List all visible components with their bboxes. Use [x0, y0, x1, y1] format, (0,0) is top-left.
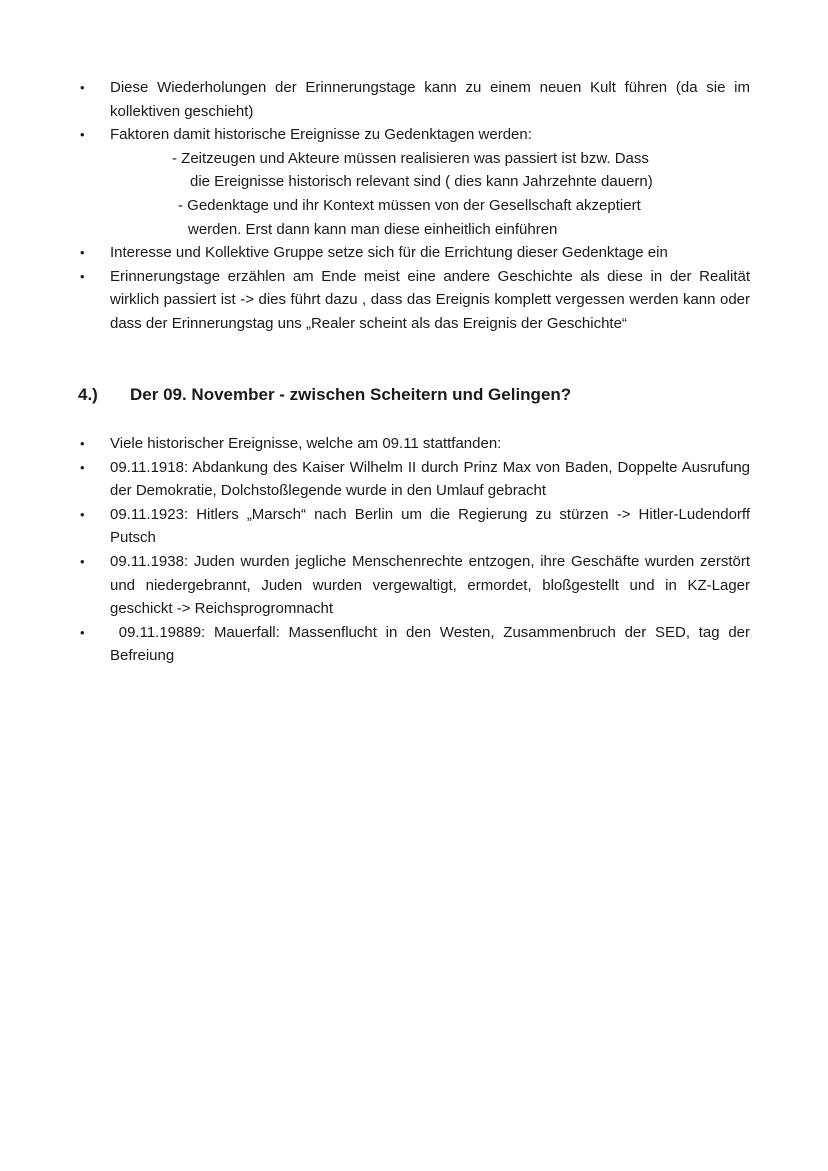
list-item-text: 09.11.19889: Mauerfall: Massenflucht in den Westen, Zusammenbruch der SED, tag der Befreiung	[110, 623, 755, 665]
sub-list	[78, 147, 750, 241]
list-item	[78, 265, 750, 336]
sub-list-item-text: - Gedenktage und ihr Kontext müssen von der Gesellschaft akzeptiert	[178, 196, 641, 214]
bullet-icon: •	[80, 459, 85, 475]
november-list	[78, 432, 755, 668]
list-item	[78, 456, 750, 503]
list-item-text: 09.11.1918: Abdankung des Kaiser Wilhelm II durch Prinz Max von Baden, Doppelte Ausrufung der Demokratie, Dolchstoßlegende wurde in den Umlauf gebracht	[110, 458, 750, 500]
section-title: Der 09. November - zwischen Scheitern und Gelingen?	[130, 385, 572, 404]
sub-list-item-continuation: werden. Erst dann kann man diese einheitlich einführen	[188, 220, 558, 238]
sub-list-item-text: - Zeitzeugen und Akteure müssen realisieren was passiert ist bzw. Dass	[172, 149, 649, 167]
list-item-text: Faktoren damit historische Ereignisse zu Gedenktagen werden:	[110, 126, 532, 144]
bullet-icon: •	[80, 268, 85, 284]
list-item-text: Erinnerungstage erzählen am Ende meist eine andere Geschichte als diese in der Realität wirklich passiert ist -> dies führt dazu , dass das Ereignis komplett vergessen werden kann oder dass der Erinnerungstag uns „Realer scheint als das Ereignis der Geschichte“	[110, 267, 750, 332]
list-item-text: 09.11.1938: Juden wurden jegliche Menschenrechte entzogen, ihre Geschäfte wurden zerstört und niedergebrannt, Juden wurden vergewaltigt, ermordet, bloßgestellt und in KZ-Lager geschickt -> Reichsprogromnacht	[110, 552, 750, 618]
intro-list	[78, 76, 750, 336]
list-item-text: Interesse und Kollektive Gruppe setze sich für die Errichtung dieser Gedenktage ein	[110, 244, 668, 262]
section-number: 4.)	[78, 385, 98, 404]
section-heading	[78, 382, 750, 408]
bullet-icon: •	[80, 553, 85, 569]
list-item	[78, 123, 750, 147]
sub-list-item	[78, 194, 750, 241]
list-item	[78, 550, 750, 621]
list-item	[78, 503, 750, 550]
list-item	[78, 241, 750, 265]
list-item-text: Diese Wiederholungen der Erinnerungstage kann zu einem neuen Kult führen (da sie im kollektiven geschieht)	[110, 79, 750, 120]
sub-list-item	[78, 147, 750, 194]
bullet-icon: •	[80, 245, 85, 261]
list-item	[78, 432, 750, 456]
bullet-icon: •	[80, 127, 85, 143]
bullet-icon: •	[80, 506, 85, 522]
bullet-icon: •	[80, 436, 85, 451]
list-item	[78, 621, 755, 668]
list-item-text: Viele historischer Ereignisse, welche am 09.11 stattfanden:	[110, 435, 502, 452]
sub-list-item-continuation: die Ereignisse historisch relevant sind ( dies kann Jahrzehnte dauern)	[190, 173, 653, 191]
bullet-icon: •	[80, 624, 85, 640]
list-item	[78, 76, 750, 123]
bullet-icon: •	[80, 80, 85, 95]
list-item-text: 09.11.1923: Hitlers „Marsch“ nach Berlin um die Regierung zu stürzen -> Hitler-Ludendorff Putsch	[110, 505, 750, 547]
